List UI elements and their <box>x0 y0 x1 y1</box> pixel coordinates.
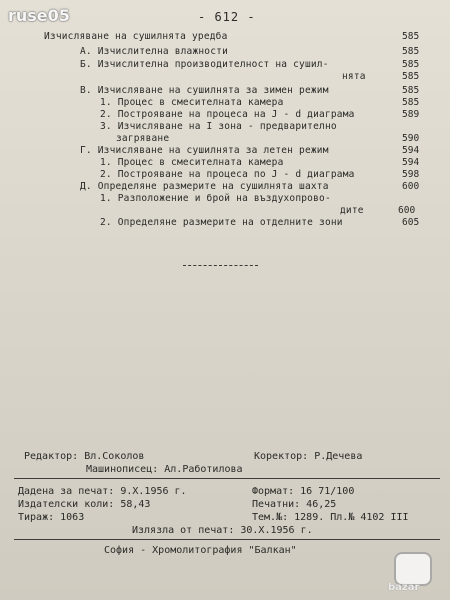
toc-entry-page: 605 <box>402 217 420 228</box>
shopping-bag-icon <box>394 552 432 586</box>
toc-entry-text: Б. Изчислителна производителност на сушил- <box>80 59 329 70</box>
toc-entry-text: 2. Определяне размерите на отделните зони <box>100 217 343 228</box>
toc-entry-page: 585 <box>402 46 420 57</box>
printer: София - Хромолитография "Балкан" <box>104 545 297 556</box>
toc-entry-text: нята <box>342 71 366 82</box>
bazar-logo-watermark <box>384 552 438 596</box>
toc-entry-page: 590 <box>402 133 420 144</box>
toc-entry-text: загряване <box>116 133 170 144</box>
typist-credit: Машинописец: Ал.Работилова <box>86 464 243 475</box>
imprint-rule <box>14 539 440 540</box>
toc-entry-page: 585 <box>402 97 420 108</box>
print-date: Дадена за печат: 9.Х.1956 г. <box>18 486 187 497</box>
toc-entry-text: А. Изчислителна влажности <box>80 46 228 57</box>
toc-entry-page: 585 <box>402 59 420 70</box>
publication-date: Излязла от печат: 30.Х.1956 г. <box>132 525 313 536</box>
toc-entry-page: 585 <box>402 85 420 96</box>
toc-entry-text: Г. Изчисляване на сушилнята за летен режим <box>80 145 329 156</box>
toc-entry-text: 1. Процес в смесителната камера <box>100 157 284 168</box>
toc-entry-text: 3. Изчисляване на I зона - предварително <box>100 121 337 132</box>
toc-entry-page: 598 <box>402 169 420 180</box>
toc-entry-page: 600 <box>398 205 416 216</box>
toc-entry-page: 594 <box>402 157 420 168</box>
toc-entry-text: 2. Построяване на процеса на J - d диаграма <box>100 109 355 120</box>
theme-number: Тем.№: 1289. Пл.№ 4102 III <box>252 512 409 523</box>
toc-entry-text: 1. Разположение и брой на въздухопрово- <box>100 193 331 204</box>
logo-text: bazar <box>388 582 420 593</box>
toc-entry-text: 2. Построяване на процеса по J - d диаграма <box>100 169 355 180</box>
printed-sheets: Печатни: 46,25 <box>252 499 337 510</box>
toc-entry-text: дите <box>340 205 364 216</box>
page-number: - 612 - <box>198 10 256 24</box>
toc-entry-text: В. Изчисляване на сушилнята за зимен режим <box>80 85 329 96</box>
toc-entry-page: 585 <box>402 71 420 82</box>
editor-credit: Редактор: Вл.Соколов <box>24 451 145 462</box>
publishing-sheets: Издателски коли: 58,43 <box>18 499 151 510</box>
format: Формат: 16 71/100 <box>252 486 355 497</box>
toc-entry-text: 1. Процес в смесителната камера <box>100 97 284 108</box>
site-watermark: ruse05 <box>8 6 70 25</box>
section-divider <box>183 265 258 266</box>
toc-entry-page: 594 <box>402 145 420 156</box>
toc-entry-text: Д. Определяне размерите на сушилнята шахта <box>80 181 329 192</box>
proofreader-credit: Коректор: Р.Дечева <box>254 451 363 462</box>
toc-entry-page: 600 <box>402 181 420 192</box>
toc-entry-page: 589 <box>402 109 420 120</box>
toc-entry-page: 585 <box>402 31 420 42</box>
imprint-rule <box>14 478 440 479</box>
toc-entry-text: Изчисляване на сушилнята уредба <box>44 31 228 42</box>
print-run: Тираж: 1063 <box>18 512 85 523</box>
